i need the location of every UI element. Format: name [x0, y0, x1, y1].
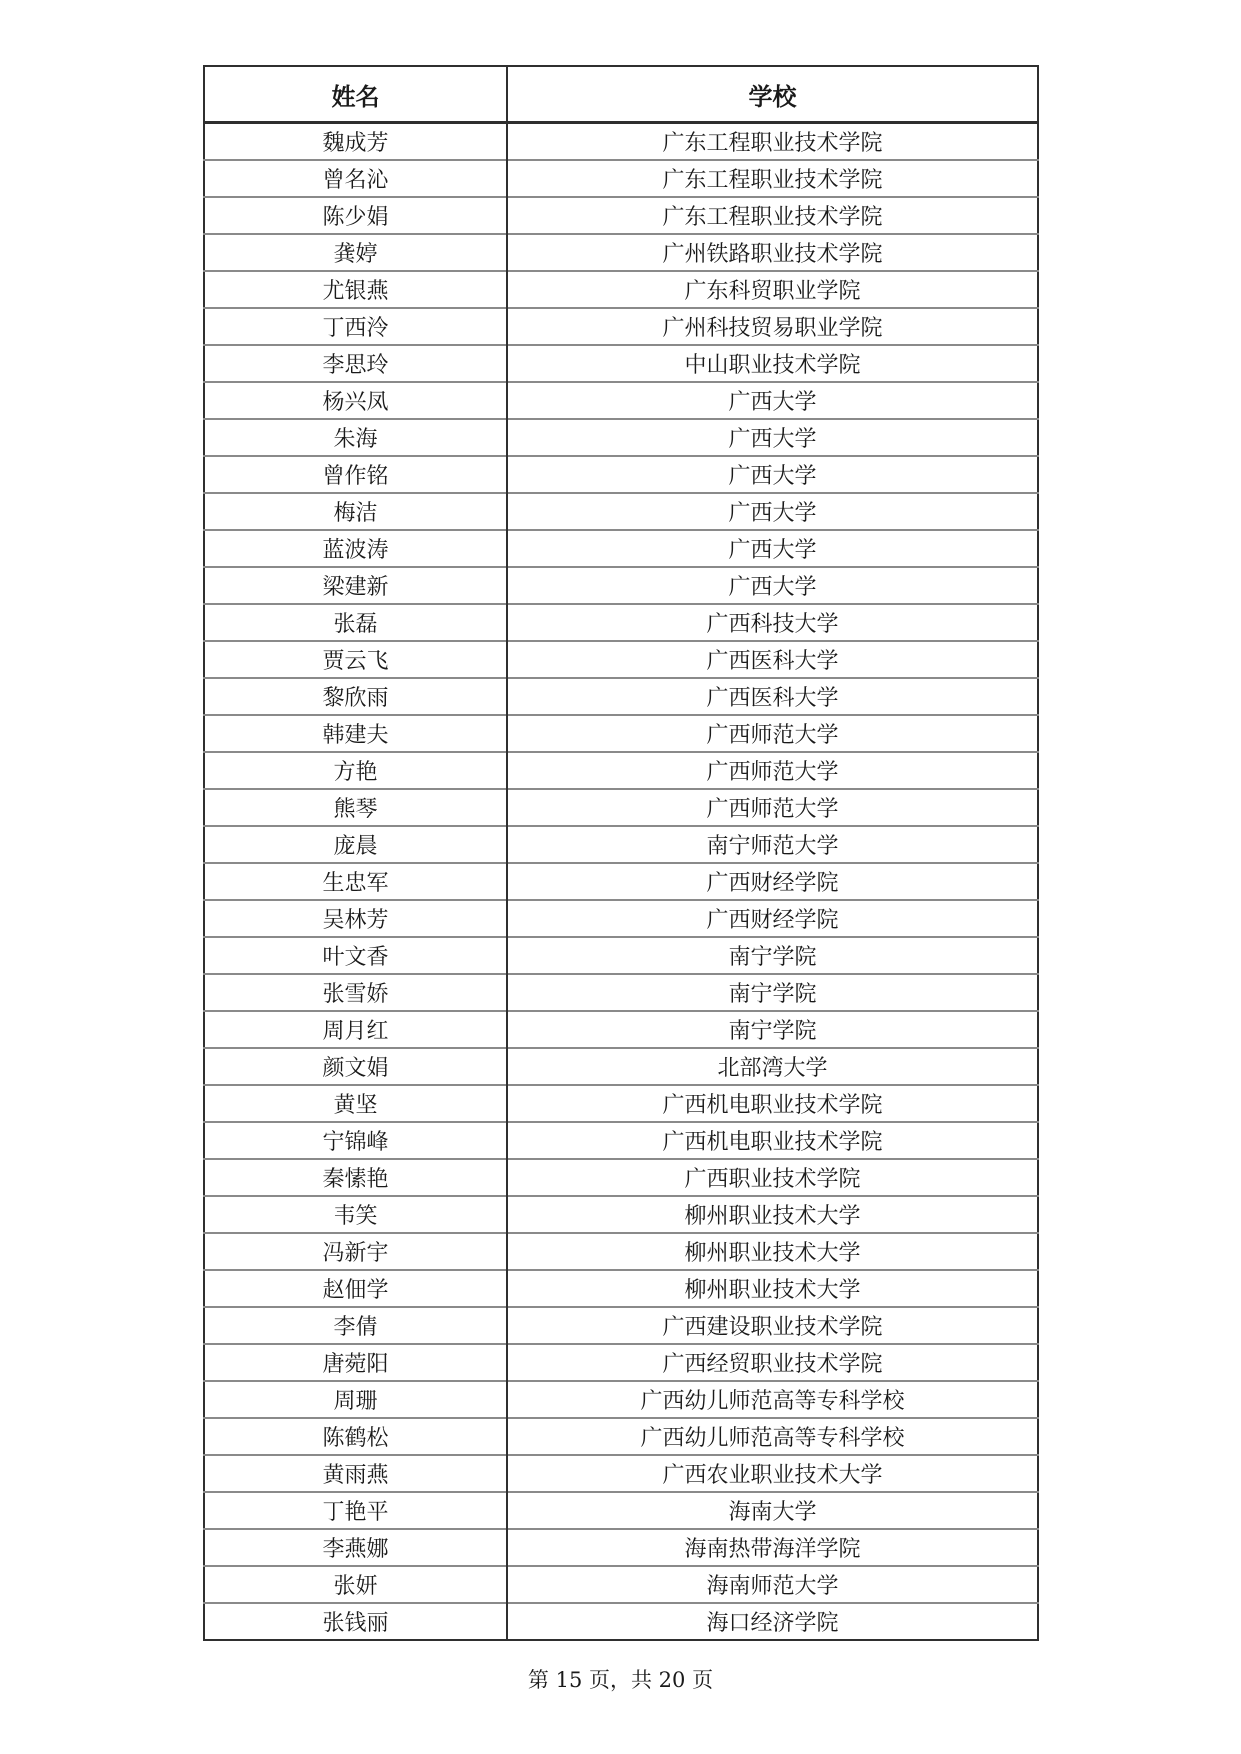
student-name-cell: 贾云飞 — [204, 641, 507, 678]
student-name-cell: 陈鹤松 — [204, 1418, 507, 1455]
column-header-school: 学校 — [507, 66, 1038, 123]
student-name-cell: 庞晨 — [204, 826, 507, 863]
table-row — [204, 1307, 1038, 1344]
table-row — [204, 1418, 1038, 1455]
school-cell: 广东工程职业技术学院 — [507, 123, 1038, 161]
student-name-cell: 冯新宇 — [204, 1233, 507, 1270]
school-cell: 广西师范大学 — [507, 789, 1038, 826]
student-name-cell: 张磊 — [204, 604, 507, 641]
student-name-cell: 方艳 — [204, 752, 507, 789]
school-cell: 广州科技贸易职业学院 — [507, 308, 1038, 345]
student-name-cell: 周珊 — [204, 1381, 507, 1418]
student-name-cell: 黎欣雨 — [204, 678, 507, 715]
school-cell: 南宁师范大学 — [507, 826, 1038, 863]
table-row — [204, 1159, 1038, 1196]
table-row — [204, 1196, 1038, 1233]
table-row — [204, 715, 1038, 752]
student-name-cell: 龚婷 — [204, 234, 507, 271]
student-name-cell: 吴林芳 — [204, 900, 507, 937]
school-cell: 广西医科大学 — [507, 678, 1038, 715]
table-row — [204, 1048, 1038, 1085]
table-row — [204, 1085, 1038, 1122]
school-cell: 海南大学 — [507, 1492, 1038, 1529]
student-name-cell: 韩建夫 — [204, 715, 507, 752]
student-name-cell: 张雪娇 — [204, 974, 507, 1011]
table-row — [204, 1344, 1038, 1381]
school-cell: 广西大学 — [507, 419, 1038, 456]
student-name-cell: 秦愫艳 — [204, 1159, 507, 1196]
school-cell: 广西师范大学 — [507, 752, 1038, 789]
student-name-cell: 李燕娜 — [204, 1529, 507, 1566]
table-row — [204, 752, 1038, 789]
school-cell: 广西幼儿师范高等专科学校 — [507, 1418, 1038, 1455]
school-cell: 柳州职业技术大学 — [507, 1270, 1038, 1307]
table-row — [204, 1603, 1038, 1640]
school-cell: 广西医科大学 — [507, 641, 1038, 678]
school-cell: 广西幼儿师范高等专科学校 — [507, 1381, 1038, 1418]
student-name-cell: 曾作铭 — [204, 456, 507, 493]
student-name-cell: 蓝波涛 — [204, 530, 507, 567]
student-name-cell: 李倩 — [204, 1307, 507, 1344]
school-cell: 广州铁路职业技术学院 — [507, 234, 1038, 271]
table-row — [204, 937, 1038, 974]
school-cell: 广西建设职业技术学院 — [507, 1307, 1038, 1344]
student-name-cell: 朱海 — [204, 419, 507, 456]
table-row — [204, 789, 1038, 826]
student-name-cell: 丁艳平 — [204, 1492, 507, 1529]
student-name-cell: 李思玲 — [204, 345, 507, 382]
roster-table — [203, 65, 1039, 1641]
student-name-cell: 熊琴 — [204, 789, 507, 826]
table-row — [204, 1270, 1038, 1307]
table-row — [204, 160, 1038, 197]
student-name-cell: 宁锦峰 — [204, 1122, 507, 1159]
table-row — [204, 1566, 1038, 1603]
student-name-cell: 叶文香 — [204, 937, 507, 974]
student-name-cell: 梅洁 — [204, 493, 507, 530]
school-cell: 北部湾大学 — [507, 1048, 1038, 1085]
student-name-cell: 魏成芳 — [322, 131, 389, 156]
table-row — [204, 308, 1038, 345]
school-cell: 广西科技大学 — [507, 604, 1038, 641]
table-row — [204, 1492, 1038, 1529]
school-cell: 广西农业职业技术大学 — [507, 1455, 1038, 1492]
table-row — [204, 641, 1038, 678]
student-name-cell: 张钱丽 — [204, 1603, 507, 1640]
table-row — [204, 1381, 1038, 1418]
table-row — [204, 197, 1038, 234]
table-row — [204, 1233, 1038, 1270]
table-row — [204, 345, 1038, 382]
school-cell: 广西大学 — [507, 382, 1038, 419]
table-row — [204, 234, 1038, 271]
school-cell: 广西大学 — [507, 530, 1038, 567]
student-name-cell: 黄坚 — [204, 1085, 507, 1122]
student-name-cell: 颜文娟 — [204, 1048, 507, 1085]
school-cell: 海口经济学院 — [507, 1603, 1038, 1640]
student-name-cell: 唐菀阳 — [204, 1344, 507, 1381]
student-name-cell: 生忠军 — [204, 863, 507, 900]
table-row — [204, 1529, 1038, 1566]
table-row — [204, 1455, 1038, 1492]
student-name-cell: 尤银燕 — [204, 271, 507, 308]
student-name-cell: 韦笑 — [204, 1196, 507, 1233]
school-cell: 广西财经学院 — [507, 863, 1038, 900]
table-row — [204, 974, 1038, 1011]
table-row — [204, 604, 1038, 641]
table-row — [204, 382, 1038, 419]
school-cell: 广西师范大学 — [507, 715, 1038, 752]
table-row — [204, 567, 1038, 604]
school-cell: 中山职业技术学院 — [507, 345, 1038, 382]
school-cell: 广西大学 — [507, 456, 1038, 493]
student-name-cell: 梁建新 — [204, 567, 507, 604]
school-cell: 广东科贸职业学院 — [507, 271, 1038, 308]
student-name-cell: 陈少娟 — [204, 197, 507, 234]
table-row — [204, 1122, 1038, 1159]
school-cell: 海南热带海洋学院 — [507, 1529, 1038, 1566]
table-row — [204, 826, 1038, 863]
page-number: 第 15 页，共 20 页 — [527, 1668, 714, 1692]
school-cell: 广西机电职业技术学院 — [507, 1122, 1038, 1159]
school-cell: 南宁学院 — [507, 1011, 1038, 1048]
school-cell: 广西财经学院 — [507, 900, 1038, 937]
school-cell: 广东工程职业技术学院 — [507, 160, 1038, 197]
table-row — [204, 123, 1038, 161]
table-row — [204, 271, 1038, 308]
school-cell: 南宁学院 — [507, 974, 1038, 1011]
school-cell: 广西大学 — [507, 493, 1038, 530]
school-cell: 广西机电职业技术学院 — [507, 1085, 1038, 1122]
school-cell: 广东工程职业技术学院 — [507, 197, 1038, 234]
table-row — [204, 530, 1038, 567]
school-cell: 海南师范大学 — [507, 1566, 1038, 1603]
school-cell: 广西职业技术学院 — [507, 1159, 1038, 1196]
school-cell: 广西经贸职业技术学院 — [507, 1344, 1038, 1381]
school-cell: 柳州职业技术大学 — [507, 1196, 1038, 1233]
table-row — [204, 678, 1038, 715]
student-name-cell: 黄雨燕 — [204, 1455, 507, 1492]
column-header-name: 姓名 — [204, 66, 507, 123]
table-row — [204, 419, 1038, 456]
header-row — [204, 66, 1038, 123]
student-name-cell: 张妍 — [204, 1566, 507, 1603]
student-name-cell: 丁西泠 — [204, 308, 507, 345]
school-cell: 柳州职业技术大学 — [507, 1233, 1038, 1270]
student-name-cell: 赵佃学 — [204, 1270, 507, 1307]
school-cell: 广西大学 — [507, 567, 1038, 604]
school-cell: 南宁学院 — [507, 937, 1038, 974]
table-row — [204, 493, 1038, 530]
table-row — [204, 863, 1038, 900]
student-name-cell: 周月红 — [204, 1011, 507, 1048]
table-row — [204, 900, 1038, 937]
student-name-cell: 杨兴凤 — [204, 382, 507, 419]
table-row — [204, 456, 1038, 493]
student-name-cell: 曾名沁 — [204, 160, 507, 197]
table-row — [204, 1011, 1038, 1048]
